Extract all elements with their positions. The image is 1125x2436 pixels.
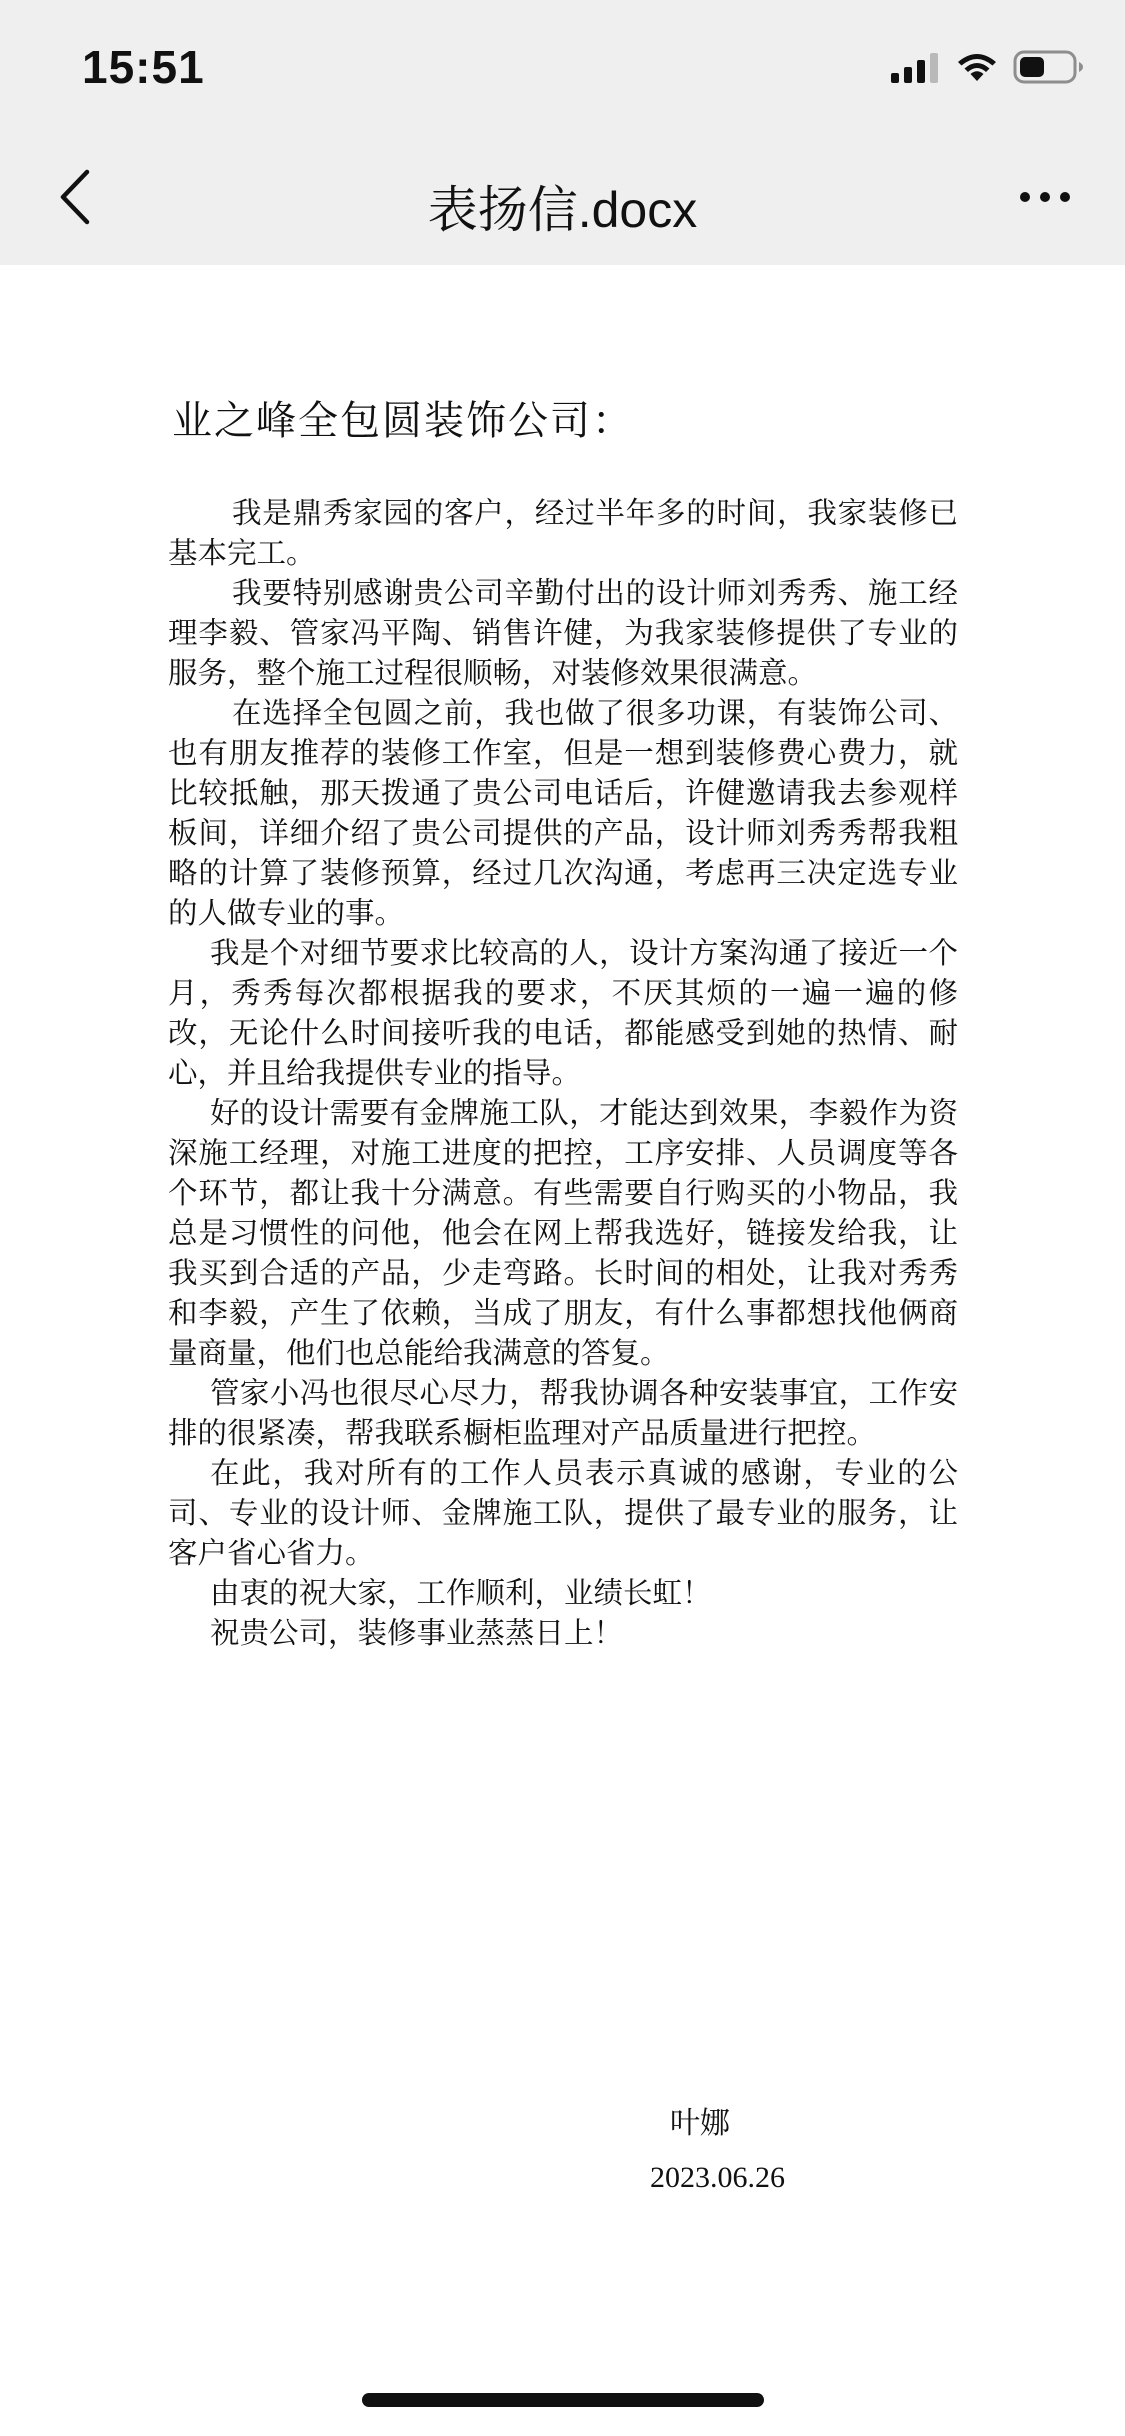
chevron-left-icon <box>57 168 93 226</box>
battery-icon <box>1013 50 1085 84</box>
letter-body <box>168 393 958 1653</box>
wifi-icon <box>955 51 999 83</box>
more-dot <box>1020 192 1030 202</box>
status-time: 15:51 <box>82 41 205 93</box>
letter-paragraph: 好的设计需要有金牌施工队，才能达到效果，李毅作为资深施工经理，对施工进度的把控，工序安排、人员调度等各个环节，都让我十分满意。有些需要自行购买的小物品，我总是习惯性的问他，他会在网上帮我选好，链接发给我，让我买到合适的产品，少走弯路。长时间的相处，让我对秀秀和李毅，产生了依赖，当成了朋友，有什么事都想找他俩商量商量，他们也总能给我满意的答复。 <box>168 1096 958 1370</box>
more-dot <box>1040 192 1050 202</box>
letter-paragraph: 我要特别感谢贵公司辛勤付出的设计师刘秀秀、施工经理李毅、管家冯平陶、销售许健，为我家装修提供了专业的服务，整个施工过程很顺畅，对装修效果很满意。 <box>168 576 958 690</box>
signature-date: 2023.06.26 <box>650 2161 785 2194</box>
letter-paragraph: 在此，我对所有的工作人员表示真诚的感谢，专业的公司、专业的设计师、金牌施工队，提供了最专业的服务，让客户省心省力。 <box>168 1456 958 1570</box>
home-indicator[interactable] <box>362 2393 764 2407</box>
signal-icon <box>891 51 941 83</box>
letter-signature <box>650 2104 870 2198</box>
top-area <box>0 0 1125 265</box>
letter-paragraph: 由衷的祝大家，工作顺利，业绩长虹！ <box>210 1576 712 1610</box>
signature-name: 叶娜 <box>670 2106 730 2141</box>
status-icons <box>891 50 1085 84</box>
nav-bar <box>0 132 1125 265</box>
letter-paragraph: 我是个对细节要求比较高的人，设计方案沟通了接近一个月，秀秀每次都根据我的要求，不厌其烦的一遍一遍的修改，无论什么时间接听我的电话，都能感受到她的热情、耐心，并且给我提供专业的指导。 <box>168 936 958 1090</box>
document-title: 表扬信.docx <box>427 182 698 238</box>
letter-paragraph: 在选择全包圆之前，我也做了很多功课，有装饰公司、也有朋友推荐的装修工作室，但是一想到装修费心费力，就比较抵触，那天拨通了贵公司电话后，许健邀请我去参观样板间，详细介绍了贵公司提供的产品，设计师刘秀秀帮我粗略的计算了装修预算，经过几次沟通，考虑再三决定选专业的人做专业的事。 <box>168 696 958 930</box>
document-viewer[interactable] <box>0 265 1125 2436</box>
letter-salutation: 业之峰全包圆装饰公司： <box>172 398 634 444</box>
more-button[interactable] <box>1005 162 1085 232</box>
letter-paragraph: 祝贵公司，装修事业蒸蒸日上！ <box>210 1616 624 1650</box>
status-bar <box>0 0 1125 132</box>
more-dot <box>1060 192 1070 202</box>
letter-paragraph: 我是鼎秀家园的客户，经过半年多的时间，我家装修已基本完工。 <box>168 496 958 570</box>
back-button[interactable] <box>40 162 110 232</box>
letter-paragraph: 管家小冯也很尽心尽力，帮我协调各种安装事宜，工作安排的很紧凑，帮我联系橱柜监理对产品质量进行把控。 <box>168 1376 958 1450</box>
